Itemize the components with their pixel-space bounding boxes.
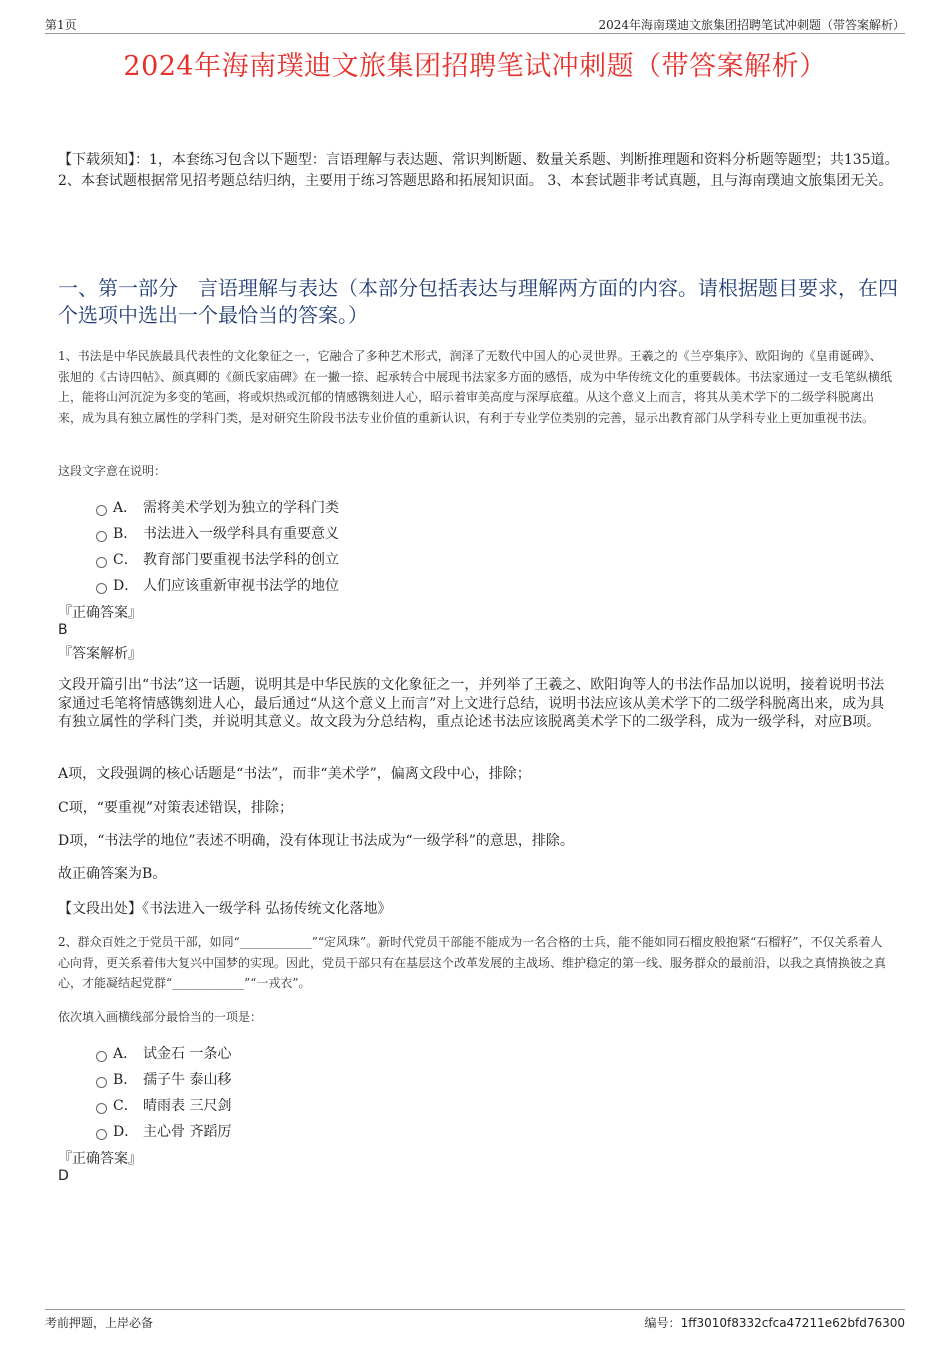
question-2-prompt: 依次填入画横线部分最恰当的一项是：: [58, 1010, 263, 1024]
q1-analysis-label: 『答案解析』: [58, 646, 142, 662]
q2-option-d[interactable]: [96, 1121, 231, 1141]
radio-icon[interactable]: [96, 1077, 107, 1088]
option-text: 孺子牛 泰山移: [143, 1072, 232, 1088]
q2-answer: D: [58, 1168, 69, 1184]
q1-source: 【文段出处】《书法进入一级学科 弘扬传统文化落地》: [58, 901, 392, 917]
q1-analysis-paragraph: A项，文段强调的核心话题是“书法”，而非“美术学”，偏离文段中心，排除；: [58, 766, 531, 782]
option-letter: C．: [113, 552, 138, 568]
header-doc-title: 2024年海南璞迪文旅集团招聘笔试冲刺题（带答案解析）: [598, 18, 905, 32]
radio-icon[interactable]: [96, 1129, 107, 1140]
header-divider: [45, 33, 905, 34]
option-letter: B．: [113, 1072, 138, 1088]
option-text: 试金石 一条心: [143, 1046, 232, 1062]
footer-code-label: 编号：: [644, 1316, 681, 1330]
q1-option-d[interactable]: [96, 575, 339, 595]
option-letter: B．: [113, 526, 138, 542]
radio-icon[interactable]: [96, 505, 107, 516]
q1-option-a[interactable]: [96, 497, 339, 517]
option-text: 主心骨 齐蹈厉: [143, 1124, 232, 1140]
page-title: 2024年海南璞迪文旅集团招聘笔试冲刺题（带答案解析）: [123, 51, 827, 82]
q1-analysis-paragraph: C项，“要重视”对策表述错误，排除；: [58, 800, 294, 816]
question-2-text: 2、群众百姓之于党员干部，如同“____________”“定风珠”。新时代党员干部能不能成为一名合格的士兵，能不能如同石榴皮般抱紧“石榴籽”，不仅关系着人心向背，更关系着伟大复兴中国梦的实现。因此，党员干部只有在基层这个改革发展的主战场、维护稳定的第一线、服务群众的最前沿，以我之真情换彼之真心，才能凝结起党群“____________”“一戎衣”。: [58, 935, 887, 990]
footer-divider: [45, 1309, 905, 1310]
option-text: 晴雨表 三尺剑: [143, 1098, 232, 1114]
question-1-prompt: 这段文字意在说明：: [58, 464, 167, 478]
q2-option-b[interactable]: [96, 1069, 231, 1089]
option-text: 人们应该重新审视书法学的地位: [143, 578, 339, 594]
page-number: 第1页: [45, 18, 77, 32]
option-text: 教育部门要重视书法学科的创立: [143, 552, 339, 568]
option-letter: D．: [113, 578, 139, 594]
radio-icon[interactable]: [96, 531, 107, 542]
q1-analysis-paragraph: 故正确答案为B。: [58, 866, 167, 882]
q1-analysis-paragraph: 文段开篇引出“书法”这一话题，说明其是中华民族的文化象征之一，并列举了王羲之、欧阳询等人的书法作品加以说明，接着说明书法家通过毛笔将情感镌刻进人心，最后通过“从这个意义上而言”对上文进行总结，说明书法应该从美术学下的二级学科脱离出来，成为具有独立属性的学科门类，并说明其意义。故文段为分总结构，重点论述书法应该脱离美术学下的二级学科，成为一级学科，对应B项。: [58, 677, 885, 730]
q1-answer: B: [58, 622, 68, 638]
option-text: 需将美术学划为独立的学科门类: [143, 500, 339, 516]
q2-option-a[interactable]: [96, 1043, 231, 1063]
option-letter: A．: [113, 1046, 138, 1062]
option-text: 书法进入一级学科具有重要意义: [143, 526, 339, 542]
radio-icon[interactable]: [96, 1103, 107, 1114]
q2-option-c[interactable]: [96, 1095, 231, 1115]
option-letter: A．: [113, 500, 138, 516]
q1-option-b[interactable]: [96, 523, 339, 543]
radio-icon[interactable]: [96, 557, 107, 568]
option-letter: C．: [113, 1098, 138, 1114]
section-heading: 一、第一部分 言语理解与表达（本部分包括表达与理解两方面的内容。请根据题目要求，在四个选项中选出一个最恰当的答案。）: [58, 276, 898, 327]
q1-answer-label: 『正确答案』: [58, 605, 142, 621]
question-1-text: 1、书法是中华民族最具代表性的文化象征之一，它融合了多种艺术形式，润泽了无数代中国人的心灵世界。王羲之的《兰亭集序》、欧阳询的《皇甫诞碑》、张旭的《古诗四帖》、颜真卿的《颜氏家庙碑》在一撇一捺、起承转合中展现书法家多方面的感悟，成为中华传统文化的重要载体。书法家通过一支毛笔纵横纸上，能将山河沉淀为多变的笔画，将或炽热或沉郁的情感镌刻进人心，昭示着审美高度与深厚底蕴。从这个意义上而言，将其从美术学下的二级学科脱离出来，成为具有独立属性的学科门类，是对研究生阶段书法专业价值的重新认识，有利于专业学位类别的完善，显示出教育部门从学科专业上更加重视书法。: [58, 349, 893, 425]
q1-option-c[interactable]: [96, 549, 339, 569]
q1-analysis-paragraph: D项，“书法学的地位”表述不明确，没有体现让书法成为“一级学科”的意思，排除。: [58, 833, 574, 849]
option-letter: D．: [113, 1124, 139, 1140]
footer-code: [645, 1314, 905, 1331]
footer-slogan: 考前押题，上岸必备: [45, 1316, 154, 1330]
q2-answer-label: 『正确答案』: [58, 1151, 142, 1167]
download-notice: 【下载须知】：1，本套练习包含以下题型：言语理解与表达题、常识判断题、数量关系题、判断推理题和资料分析题等题型；共135道。 2、本套试题根据常见招考题总结归纳，主要用于练习答题思路和拓展知识面。 3、本套试题非考试真题，且与海南璞迪文旅集团无关。: [58, 152, 899, 189]
radio-icon[interactable]: [96, 583, 107, 594]
page-header: [45, 14, 905, 34]
footer-code-value: 1ff3010f8332cfca47211e62bfd76300: [680, 1316, 905, 1330]
radio-icon[interactable]: [96, 1051, 107, 1062]
